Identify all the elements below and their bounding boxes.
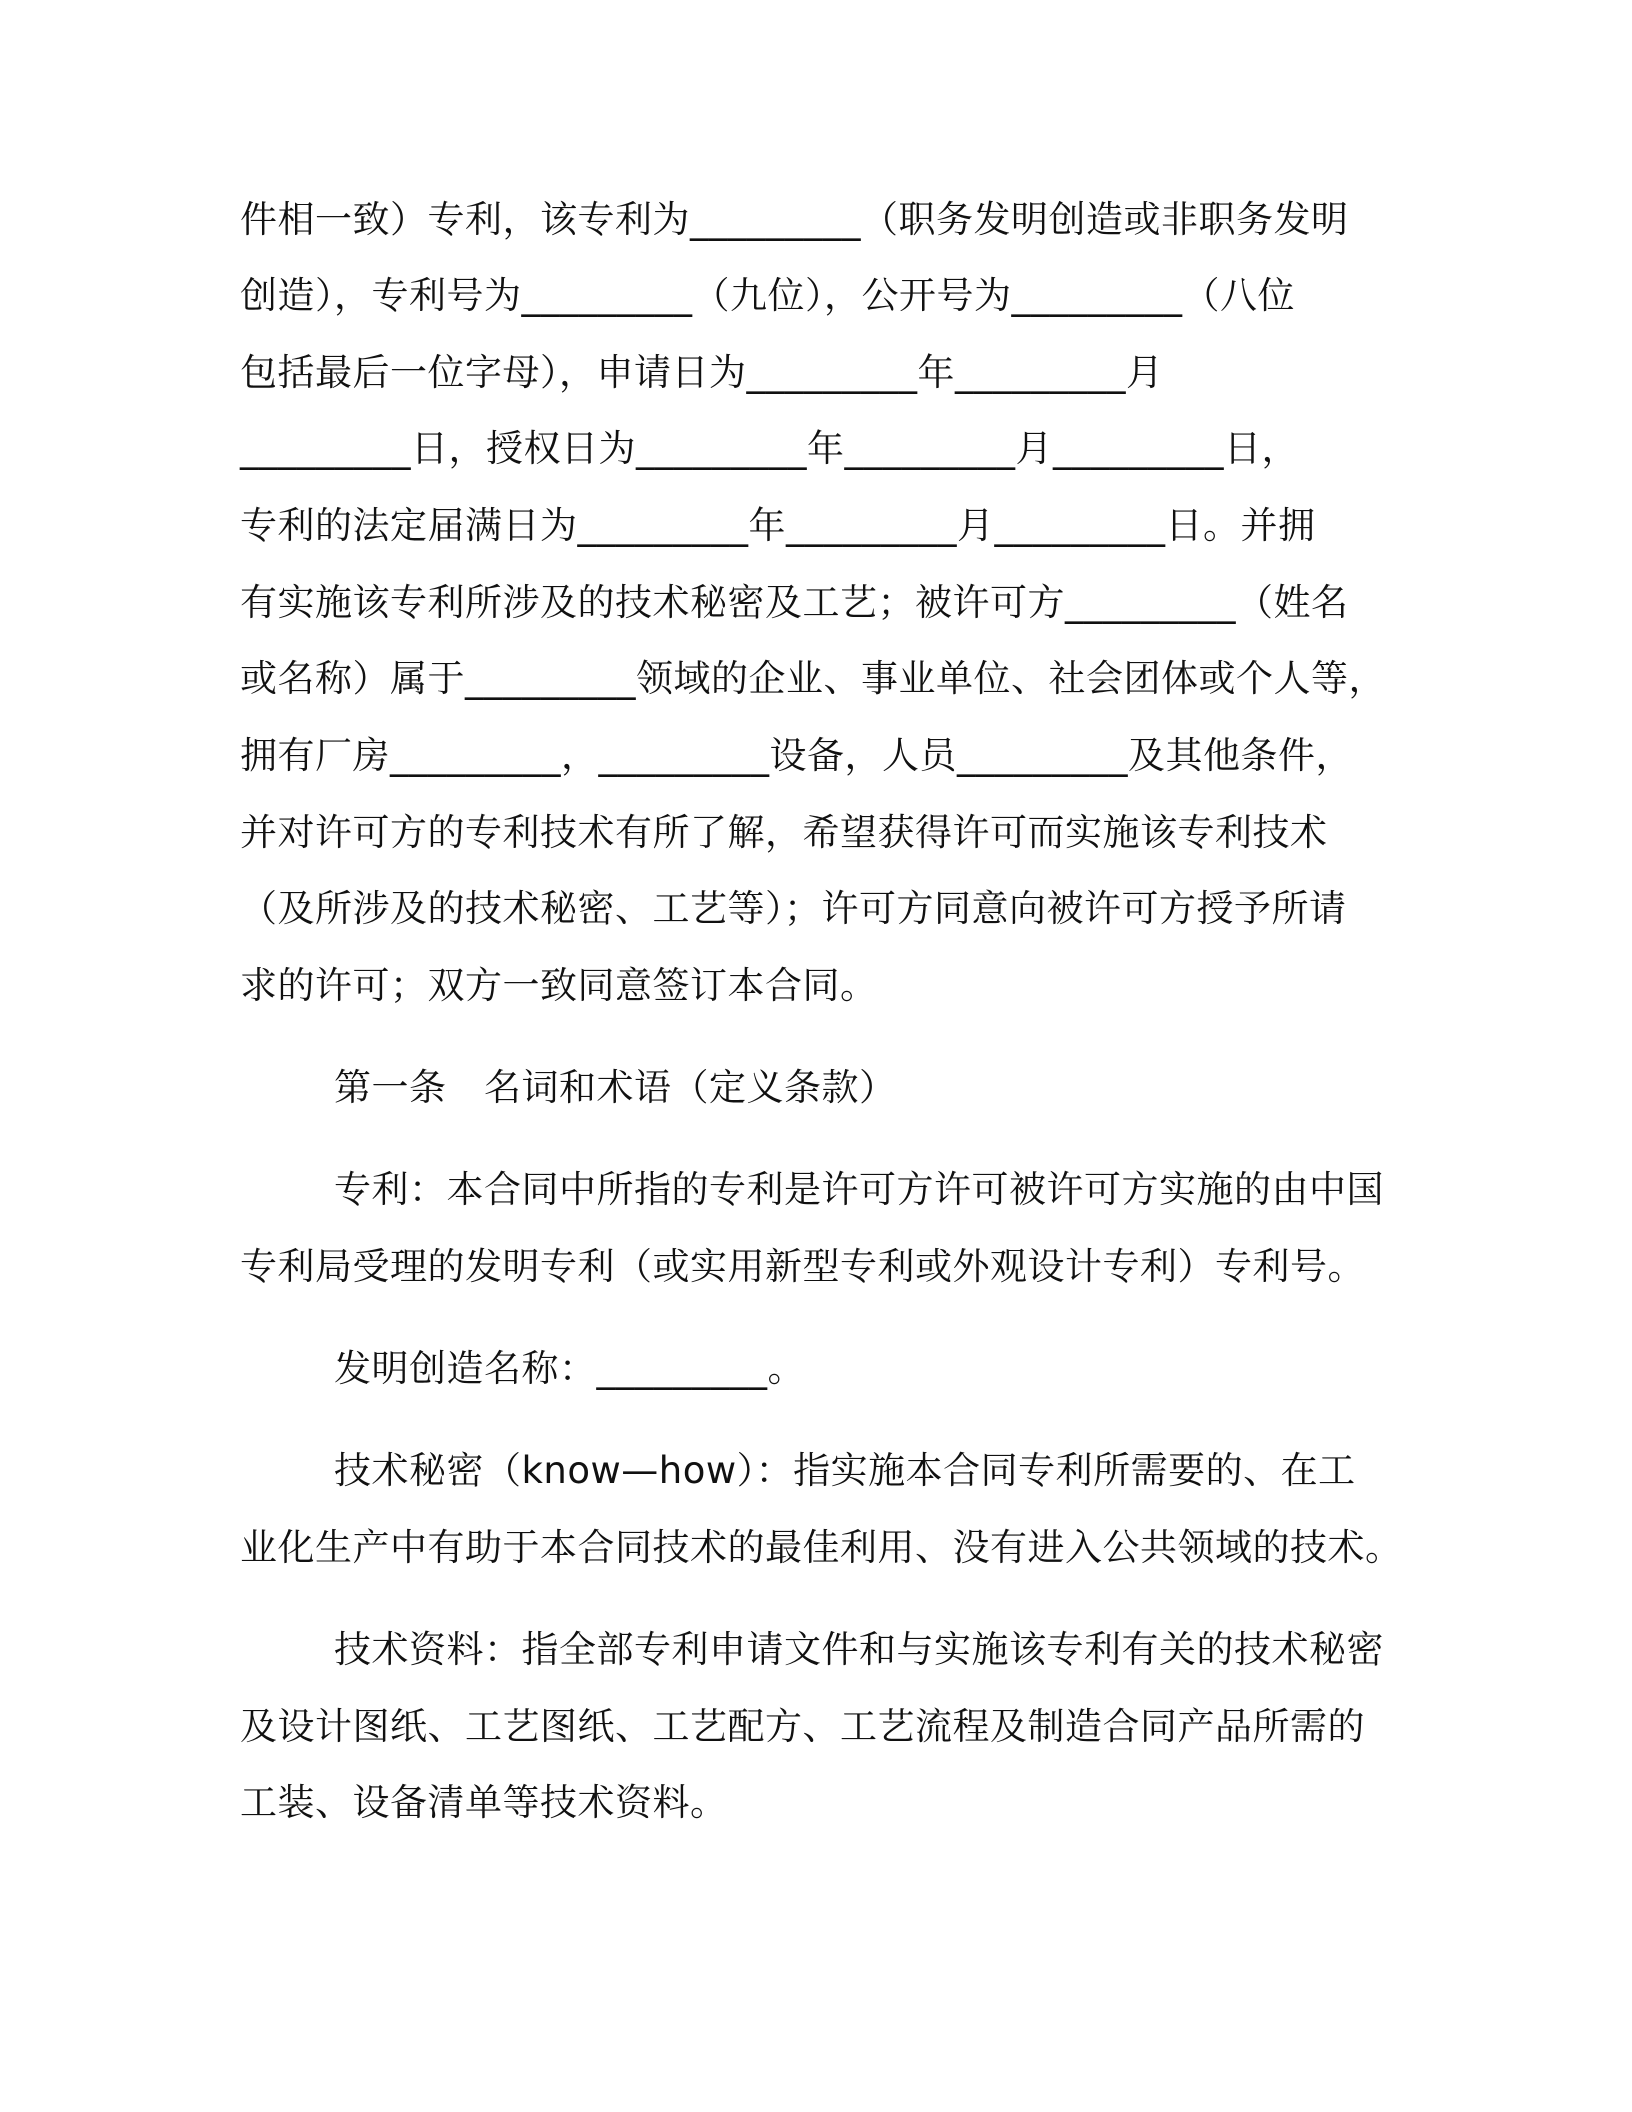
paragraph-line: 并对许可方的专利技术有所了解，希望获得许可而实施该专利技术 — [240, 811, 1328, 854]
paragraph-line: 专利的法定届满日为_________年_________月_________日。并拥 — [240, 504, 1316, 547]
paragraph-line: 求的许可；双方一致同意签订本合同。 — [240, 964, 878, 1007]
article-heading: 第一条 名词和术语（定义条款） — [334, 1066, 897, 1109]
paragraph-line: 创造），专利号为_________（九位），公开号为_________（八位 — [240, 274, 1295, 317]
definition-technical-data: 技术资料：指全部专利申请文件和与实施该专利有关的技术秘密 — [334, 1628, 1384, 1671]
paragraph-line: 业化生产中有助于本合同技术的最佳利用、没有进入公共领域的技术。 — [240, 1526, 1403, 1569]
paragraph-line: _________日，授权日为_________年_________月_________日， — [240, 427, 1299, 470]
paragraph-line: （及所涉及的技术秘密、工艺等）；许可方同意向被许可方授予所请 — [240, 887, 1347, 930]
paragraph-line: 及设计图纸、工艺图纸、工艺配方、工艺流程及制造合同产品所需的 — [240, 1705, 1365, 1748]
definition-patent: 专利：本合同中所指的专利是许可方许可被许可方实施的由中国 — [334, 1168, 1384, 1211]
paragraph-line: 件相一致）专利，该专利为_________（职务发明创造或非职务发明 — [240, 198, 1349, 241]
paragraph-line: 或名称）属于_________领域的企业、事业单位、社会团体或个人等， — [240, 657, 1386, 700]
paragraph-line: 工装、设备清单等技术资料。 — [240, 1781, 728, 1824]
paragraph-line: 拥有厂房_________，_________设备，人员_________及其他条件， — [240, 734, 1353, 777]
definition-know-how: 技术秘密（know—how）：指实施本合同专利所需要的、在工 — [334, 1449, 1356, 1492]
paragraph-line: 包括最后一位字母），申请日为_________年_________月 — [240, 351, 1164, 394]
definition-invention-name: 发明创造名称：_________。 — [334, 1347, 805, 1390]
paragraph-line: 有实施该专利所涉及的技术秘密及工艺；被许可方_________（姓名 — [240, 581, 1349, 624]
paragraph-line: 专利局受理的发明专利（或实用新型专利或外观设计专利）专利号。 — [240, 1245, 1365, 1288]
